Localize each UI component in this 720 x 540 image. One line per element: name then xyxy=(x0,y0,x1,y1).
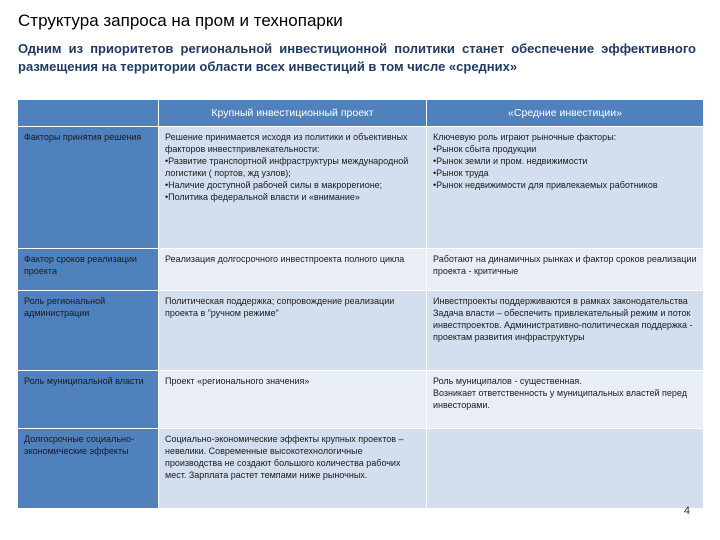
table-header-row xyxy=(18,100,704,127)
large-project-cell xyxy=(159,371,427,429)
cell-line: Ключевую роль играют рыночные факторы: xyxy=(433,132,617,142)
medium-investments-cell xyxy=(427,249,704,291)
cell-line: •Рынок земли и пром. недвижимости xyxy=(433,156,588,166)
column-header-medium-investments: «Средние инвестиции» xyxy=(427,100,704,127)
row-header-implementation-timing: Фактор сроков реализации проекта xyxy=(18,249,159,291)
cell-line: Возникает ответственность у муниципальных властей перед инвесторами. xyxy=(433,388,687,410)
medium-investments-cell xyxy=(427,127,704,249)
row-header-decision-factors: Факторы принятия решения xyxy=(18,127,159,249)
cell-line: Проект «регионального значения» xyxy=(165,376,310,386)
cell-line: •Рынок недвижимости для привлекаемых работников xyxy=(433,180,658,190)
medium-investments-cell xyxy=(427,371,704,429)
cell-line: Политическая поддержка; сопровождение реализации проекта в ”ручном режиме” xyxy=(165,296,395,318)
table-row xyxy=(18,429,704,509)
table-row xyxy=(18,127,704,249)
row-header-regional-administration: Роль региональной администрации xyxy=(18,291,159,371)
cell-line: Решение принимается исходя из политики и объективных факторов инвестпривлекательности: xyxy=(165,132,408,154)
table-row xyxy=(18,371,704,429)
large-project-cell xyxy=(159,429,427,509)
cell-line: Социально-экономические эффекты крупных проектов – невелики. Современные высокотехнологичные производства не создают большого количества рабочих мест. Зарплата растет темпами ниже рыночных. xyxy=(165,434,404,480)
comparison-table xyxy=(17,99,704,509)
row-header-long-term-effects: Долгосрочные социально-экономические эффекты xyxy=(18,429,159,509)
slide-subtitle: Одним из приоритетов региональной инвестиционной политики станет обеспечение эффективного размещения на территории области всех инвестиций в том числе «средних» xyxy=(18,41,696,74)
cell-line: Реализация долгосрочного инвестпроекта полного цикла xyxy=(165,254,405,264)
large-project-cell xyxy=(159,291,427,371)
large-project-cell xyxy=(159,127,427,249)
slide-title: Структура запроса на пром и технопарки xyxy=(18,11,343,30)
medium-investments-cell xyxy=(427,429,704,509)
large-project-cell xyxy=(159,249,427,291)
cell-line: Роль муниципалов - существенная. xyxy=(433,376,582,386)
medium-investments-cell xyxy=(427,291,704,371)
cell-line: •Развитие транспортной инфраструктуры международной логистики ( портов, жд узлов); xyxy=(165,156,409,178)
column-header-large-project: Крупный инвестиционный проект xyxy=(159,100,427,127)
cell-line: Работают на динамичных рынках и фактор сроков реализации проекта - критичные xyxy=(433,254,697,276)
cell-line: •Рынок труда xyxy=(433,168,489,178)
table-row xyxy=(18,291,704,371)
page-number: 4 xyxy=(683,505,690,517)
cell-line: •Рынок сбыта продукции xyxy=(433,144,537,154)
cell-line: Инвестпроекты поддерживаются в рамках законодательства Задача власти – обеспечить привлекательный режим и поток инвестпроектов. Административно-политическая поддержка - проектам развития инфраструктуры xyxy=(433,296,693,342)
row-header-municipal-power: Роль муниципальной власти xyxy=(18,371,159,429)
cell-line: •Политика федеральной власти и «внимание» xyxy=(165,192,360,202)
table-row xyxy=(18,249,704,291)
cell-line: •Наличие доступной рабочей силы в макрорегионе; xyxy=(165,180,383,190)
table-corner-cell xyxy=(18,100,159,127)
